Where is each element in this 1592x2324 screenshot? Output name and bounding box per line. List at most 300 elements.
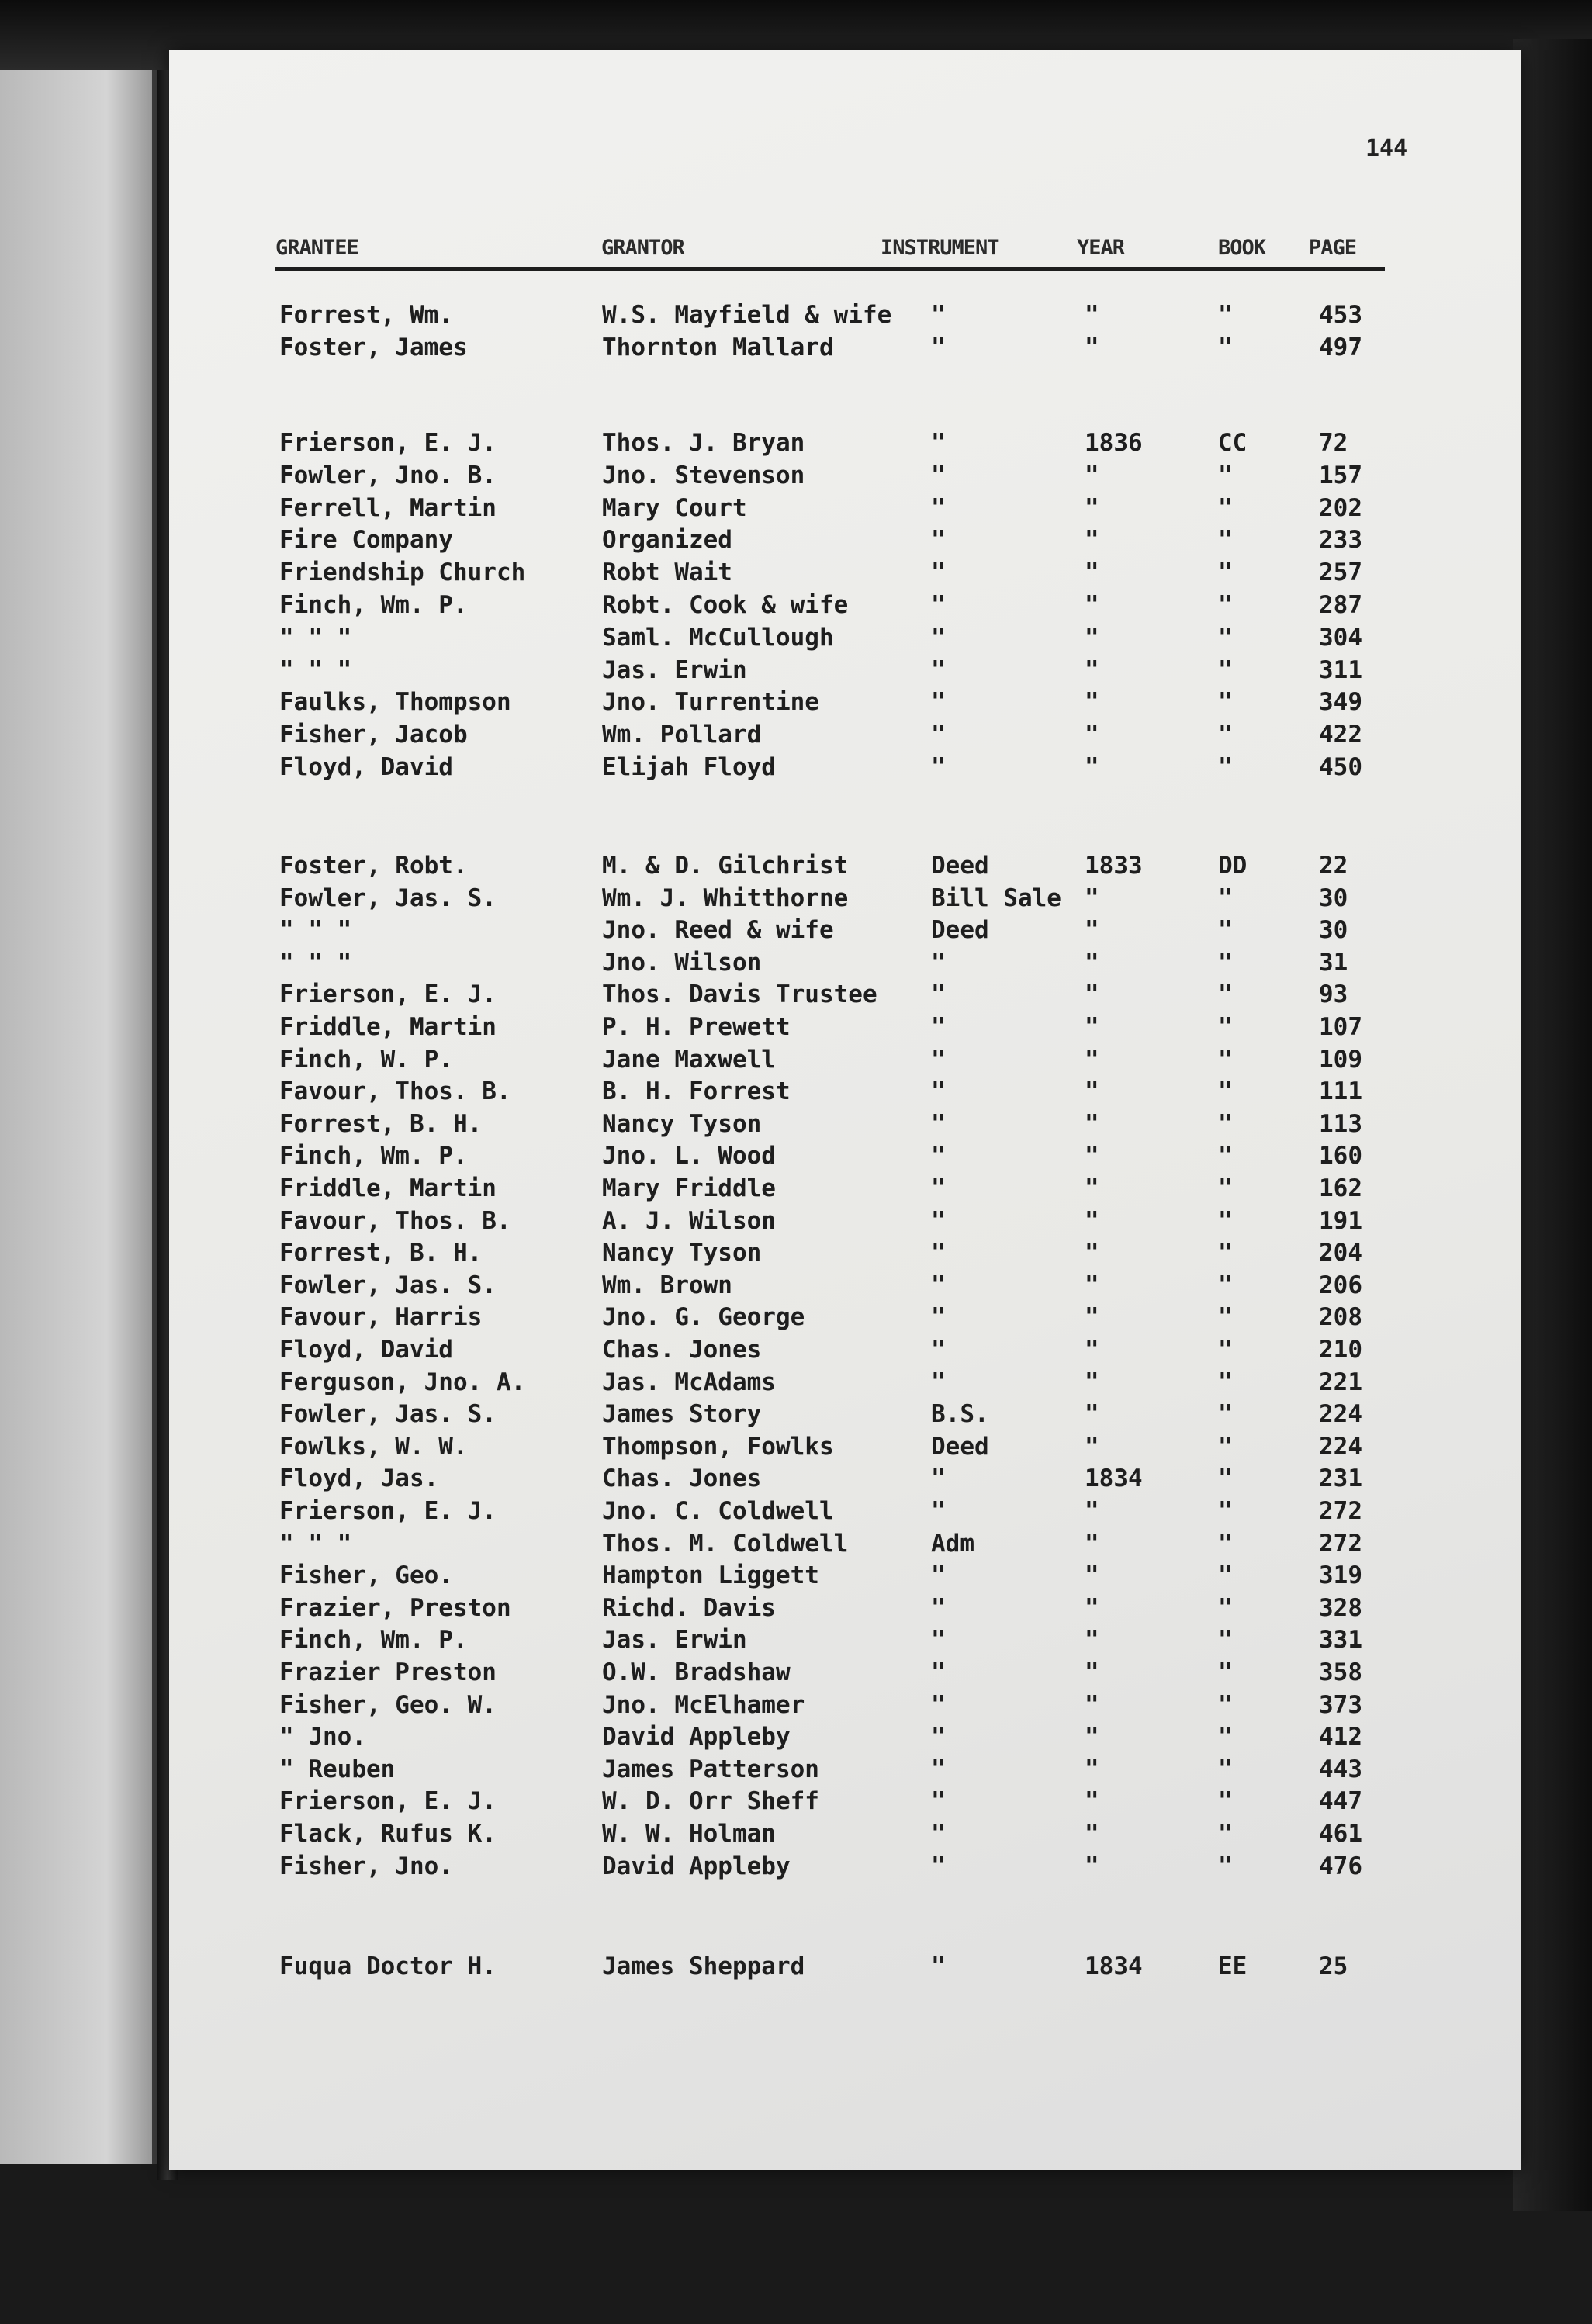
cell-page: 231 (1319, 1465, 1362, 1493)
cell-grantor: Jno. G. George (602, 1303, 805, 1332)
cell-grantor: Wm. J. Whitthorne (602, 884, 849, 912)
cell-book: " (1218, 1723, 1233, 1752)
cell-instrument: " (931, 1239, 946, 1267)
cell-instrument: " (931, 429, 946, 457)
cell-year: " (1085, 1497, 1099, 1525)
cell-year: 1834 (1085, 1465, 1143, 1493)
cell-grantor: Elijah Floyd (602, 753, 776, 781)
cell-book: " (1218, 1593, 1233, 1622)
table-row (0, 1336, 1592, 1368)
table-row (0, 334, 1592, 366)
cell-grantee: Fisher, Geo. W. (279, 1690, 497, 1719)
cell-book: " (1218, 753, 1233, 781)
cell-grantor: Nancy Tyson (602, 1239, 762, 1267)
cell-year: " (1085, 1593, 1099, 1622)
cell-year: " (1085, 1561, 1099, 1590)
cell-grantor: Richd. Davis (602, 1593, 776, 1622)
cell-grantor: A. J. Wilson (602, 1206, 776, 1235)
cell-instrument: Bill Sale (931, 884, 1061, 912)
cell-instrument: " (931, 301, 946, 329)
cell-grantor: Jas. Erwin (602, 655, 747, 684)
table-row (0, 559, 1592, 591)
table-row (0, 1110, 1592, 1143)
cell-grantor: Organized (602, 526, 732, 555)
table-row (0, 1465, 1592, 1497)
cell-instrument: " (931, 1465, 946, 1493)
table-row (0, 1658, 1592, 1691)
cell-instrument: " (931, 1045, 946, 1074)
cell-page: 157 (1319, 461, 1362, 489)
cell-instrument: " (931, 1303, 946, 1332)
cell-page: 206 (1319, 1271, 1362, 1299)
table-row (0, 1433, 1592, 1465)
table-row (0, 688, 1592, 721)
page-number: 144 (1365, 135, 1408, 162)
table-row (0, 1691, 1592, 1724)
cell-grantee: Fowler, Jas. S. (279, 884, 497, 912)
cell-grantee: " " " (279, 1529, 352, 1558)
cell-instrument: " (931, 1690, 946, 1719)
cell-instrument: " (931, 1626, 946, 1655)
cell-page: 319 (1319, 1561, 1362, 1590)
table-row (0, 301, 1592, 334)
table-row (0, 1787, 1592, 1820)
cell-grantee: Frierson, E. J. (279, 429, 497, 457)
cell-book: " (1218, 688, 1233, 717)
cell-grantor: W. W. Holman (602, 1820, 776, 1848)
cell-year: " (1085, 1723, 1099, 1752)
cell-page: 25 (1319, 1952, 1348, 1980)
table-row (0, 1368, 1592, 1401)
cell-grantor: David Appleby (602, 1723, 791, 1752)
cell-year: " (1085, 493, 1099, 522)
cell-grantee: Forrest, Wm. (279, 301, 453, 329)
cell-book: " (1218, 1497, 1233, 1525)
cell-instrument: " (931, 1787, 946, 1816)
table-row (0, 1852, 1592, 1885)
cell-grantee: Fisher, Geo. (279, 1561, 453, 1590)
table-row (0, 884, 1592, 917)
cell-page: 272 (1319, 1529, 1362, 1558)
cell-instrument: " (931, 721, 946, 749)
cell-year: " (1085, 1239, 1099, 1267)
cell-page: 272 (1319, 1497, 1362, 1525)
cell-grantor: W.S. Mayfield & wife (602, 301, 892, 329)
cell-page: 109 (1319, 1045, 1362, 1074)
cell-instrument: " (931, 1077, 946, 1106)
cell-grantee: " " " (279, 916, 352, 945)
table-row (0, 1077, 1592, 1110)
cell-grantor: Chas. Jones (602, 1336, 762, 1364)
cell-grantor: Jno. Stevenson (602, 461, 805, 489)
cell-book: " (1218, 721, 1233, 749)
table-row (0, 526, 1592, 559)
cell-instrument: " (931, 1497, 946, 1525)
cell-book: " (1218, 916, 1233, 945)
cell-page: 373 (1319, 1690, 1362, 1719)
cell-page: 287 (1319, 591, 1362, 619)
cell-year: " (1085, 1755, 1099, 1783)
header-instrument: INSTRUMENT (881, 236, 999, 260)
cell-instrument: " (931, 1723, 946, 1752)
cell-grantee: Finch, Wm. P. (279, 1142, 468, 1171)
cell-grantor: Thornton Mallard (602, 334, 834, 361)
cell-page: 221 (1319, 1368, 1362, 1396)
cell-instrument: B.S. (931, 1400, 989, 1429)
cell-grantee: Fisher, Jno. (279, 1852, 453, 1880)
cell-instrument: " (931, 1174, 946, 1202)
cell-year: " (1085, 1368, 1099, 1396)
cell-year: " (1085, 980, 1099, 1009)
cell-book: " (1218, 623, 1233, 652)
cell-page: 107 (1319, 1013, 1362, 1041)
cell-book: " (1218, 1465, 1233, 1493)
cell-year: " (1085, 1045, 1099, 1074)
cell-grantee: Ferguson, Jno. A. (279, 1368, 526, 1396)
cell-year: " (1085, 655, 1099, 684)
table-row (0, 1755, 1592, 1788)
table-row (0, 980, 1592, 1013)
cell-instrument: " (931, 526, 946, 555)
cell-instrument: " (931, 1755, 946, 1783)
cell-grantor: Thompson, Fowlks (602, 1432, 834, 1461)
header-year: YEAR (1077, 236, 1125, 260)
cell-page: 476 (1319, 1852, 1362, 1880)
cell-year: " (1085, 948, 1099, 977)
cell-instrument: " (931, 1142, 946, 1171)
cell-instrument: " (931, 1368, 946, 1396)
cell-year: " (1085, 1529, 1099, 1558)
cell-grantee: Frazier Preston (279, 1658, 497, 1686)
cell-book: " (1218, 1013, 1233, 1041)
cell-grantee: Flack, Rufus K. (279, 1820, 497, 1848)
cell-grantee: Fowler, Jas. S. (279, 1271, 497, 1299)
cell-year: " (1085, 1658, 1099, 1686)
cell-instrument: " (931, 334, 946, 361)
cell-year: " (1085, 1206, 1099, 1235)
cell-page: 31 (1319, 948, 1348, 977)
table-row (0, 1723, 1592, 1755)
cell-book: " (1218, 1658, 1233, 1686)
cell-grantor: Jno. C. Coldwell (602, 1497, 834, 1525)
cell-grantor: M. & D. Gilchrist (602, 852, 849, 880)
cell-grantor: Jane Maxwell (602, 1045, 776, 1074)
cell-year: " (1085, 916, 1099, 945)
cell-instrument: " (931, 1206, 946, 1235)
cell-page: 22 (1319, 852, 1348, 880)
cell-page: 453 (1319, 301, 1362, 329)
cell-instrument: " (931, 948, 946, 977)
cell-year: " (1085, 559, 1099, 587)
cell-page: 72 (1319, 429, 1348, 457)
table-row (0, 1594, 1592, 1627)
cell-year: " (1085, 884, 1099, 912)
header-page: PAGE (1309, 236, 1357, 260)
table-row (0, 1046, 1592, 1078)
cell-page: 412 (1319, 1723, 1362, 1752)
cell-instrument: " (931, 493, 946, 522)
cell-grantor: Wm. Brown (602, 1271, 732, 1299)
cell-year: " (1085, 753, 1099, 781)
cell-year: " (1085, 1013, 1099, 1041)
cell-book: " (1218, 1045, 1233, 1074)
cell-book: " (1218, 1690, 1233, 1719)
cell-grantee: Fisher, Jacob (279, 721, 468, 749)
cell-grantee: Foster, James (279, 334, 468, 361)
cell-grantor: Mary Court (602, 493, 747, 522)
cell-grantee: Friendship Church (279, 559, 526, 587)
cell-instrument: " (931, 753, 946, 781)
cell-book: " (1218, 1626, 1233, 1655)
cell-book: " (1218, 1529, 1233, 1558)
cell-grantor: Hampton Liggett (602, 1561, 819, 1590)
cell-grantee: Favour, Thos. B. (279, 1206, 511, 1235)
cell-book: " (1218, 1820, 1233, 1848)
cell-grantee: Forrest, B. H. (279, 1239, 483, 1267)
cell-book: " (1218, 1852, 1233, 1880)
cell-grantee: Frazier, Preston (279, 1593, 511, 1622)
cell-book: " (1218, 1271, 1233, 1299)
cell-book: " (1218, 1142, 1233, 1171)
cell-grantee: " " " (279, 655, 352, 684)
header-grantee: GRANTEE (275, 236, 358, 260)
cell-book: " (1218, 1561, 1233, 1590)
cell-year: " (1085, 1787, 1099, 1816)
cell-instrument: " (931, 591, 946, 619)
cell-book: " (1218, 884, 1233, 912)
cell-book: " (1218, 591, 1233, 619)
table-row (0, 1497, 1592, 1530)
cell-grantee: Favour, Harris (279, 1303, 483, 1332)
cell-page: 233 (1319, 526, 1362, 555)
cell-year: " (1085, 721, 1099, 749)
cell-page: 208 (1319, 1303, 1362, 1332)
cell-instrument: " (931, 1658, 946, 1686)
cell-year: 1834 (1085, 1952, 1143, 1980)
cell-year: " (1085, 1109, 1099, 1138)
cell-year: " (1085, 1336, 1099, 1364)
cell-grantee: Finch, W. P. (279, 1045, 453, 1074)
cell-instrument: " (931, 1952, 946, 1980)
cell-grantee: Forrest, B. H. (279, 1109, 483, 1138)
cell-grantee: Frierson, E. J. (279, 1497, 497, 1525)
cell-grantor: Thos. M. Coldwell (602, 1529, 849, 1558)
cell-grantee: Fuqua Doctor H. (279, 1952, 497, 1980)
table-row (0, 852, 1592, 884)
cell-year: " (1085, 1626, 1099, 1655)
cell-page: 443 (1319, 1755, 1362, 1783)
cell-page: 93 (1319, 980, 1348, 1009)
table-row (0, 624, 1592, 656)
table-row (0, 1303, 1592, 1336)
cell-grantor: David Appleby (602, 1852, 791, 1880)
cell-page: 204 (1319, 1239, 1362, 1267)
cell-grantee: Frierson, E. J. (279, 1787, 497, 1816)
cell-grantor: B. H. Forrest (602, 1077, 791, 1106)
cell-page: 311 (1319, 655, 1362, 684)
table-row (0, 1271, 1592, 1304)
cell-instrument: " (931, 655, 946, 684)
cell-grantee: " " " (279, 948, 352, 977)
cell-grantor: Chas. Jones (602, 1465, 762, 1493)
cell-page: 358 (1319, 1658, 1362, 1686)
cell-year: " (1085, 1820, 1099, 1848)
cell-book: " (1218, 1206, 1233, 1235)
cell-instrument: " (931, 1336, 946, 1364)
cell-grantor: James Story (602, 1400, 762, 1429)
cell-instrument: " (931, 1593, 946, 1622)
cell-year: " (1085, 688, 1099, 717)
cell-instrument: " (931, 980, 946, 1009)
cell-page: 331 (1319, 1626, 1362, 1655)
cell-grantor: Mary Friddle (602, 1174, 776, 1202)
table-row (0, 1820, 1592, 1852)
cell-page: 30 (1319, 916, 1348, 945)
cell-instrument: " (931, 1271, 946, 1299)
cell-grantor: Wm. Pollard (602, 721, 762, 749)
cell-year: " (1085, 1400, 1099, 1429)
cell-year: " (1085, 1174, 1099, 1202)
cell-book: " (1218, 1787, 1233, 1816)
cell-grantee: Fowlks, W. W. (279, 1432, 468, 1461)
table-row (0, 1142, 1592, 1174)
cell-book: CC (1218, 429, 1248, 457)
cell-instrument: " (931, 1852, 946, 1880)
table-row (0, 916, 1592, 949)
cell-grantee: Friddle, Martin (279, 1013, 497, 1041)
table-row (0, 1174, 1592, 1207)
cell-page: 111 (1319, 1077, 1362, 1106)
table-header (275, 233, 1385, 271)
cell-page: 191 (1319, 1206, 1362, 1235)
table-row (0, 1013, 1592, 1046)
table-row (0, 1239, 1592, 1271)
cell-book: " (1218, 493, 1233, 522)
header-grantor: GRANTOR (601, 236, 684, 260)
cell-year: 1836 (1085, 429, 1143, 457)
cell-book: " (1218, 461, 1233, 489)
cell-grantee: Floyd, David (279, 753, 453, 781)
table-row (0, 429, 1592, 462)
cell-grantee: Fire Company (279, 526, 453, 555)
cell-page: 224 (1319, 1432, 1362, 1461)
cell-page: 497 (1319, 334, 1362, 361)
cell-year: " (1085, 623, 1099, 652)
cell-grantee: Finch, Wm. P. (279, 1626, 468, 1655)
cell-grantee: Floyd, David (279, 1336, 453, 1364)
cell-grantee: Foster, Robt. (279, 852, 468, 880)
table-row (0, 1952, 1592, 1985)
cell-grantor: Thos. J. Bryan (602, 429, 805, 457)
cell-instrument: " (931, 1820, 946, 1848)
cell-grantor: W. D. Orr Sheff (602, 1787, 819, 1816)
cell-page: 461 (1319, 1820, 1362, 1848)
table-row (0, 1207, 1592, 1240)
cell-grantee: " Jno. (279, 1723, 366, 1752)
cell-year: " (1085, 334, 1099, 361)
cell-year: " (1085, 461, 1099, 489)
cell-grantor: Jno. Turrentine (602, 688, 819, 717)
cell-year: " (1085, 1271, 1099, 1299)
table-row (0, 1561, 1592, 1594)
cell-year: " (1085, 591, 1099, 619)
cell-instrument: " (931, 1561, 946, 1590)
cell-grantee: Frierson, E. J. (279, 980, 497, 1009)
table-row (0, 1530, 1592, 1562)
cell-year: " (1085, 301, 1099, 329)
cell-grantor: Saml. McCullough (602, 623, 834, 652)
cell-grantor: Nancy Tyson (602, 1109, 762, 1138)
cell-book: " (1218, 1400, 1233, 1429)
header-book: BOOK (1218, 236, 1266, 260)
table-row (0, 494, 1592, 527)
table-row (0, 1400, 1592, 1433)
cell-instrument: " (931, 559, 946, 587)
cell-year: " (1085, 1077, 1099, 1106)
cell-year: 1833 (1085, 852, 1143, 880)
cell-page: 304 (1319, 623, 1362, 652)
table-row (0, 1626, 1592, 1658)
cell-book: " (1218, 1336, 1233, 1364)
cell-page: 162 (1319, 1174, 1362, 1202)
table-row (0, 721, 1592, 753)
cell-book: " (1218, 1174, 1233, 1202)
cell-page: 257 (1319, 559, 1362, 587)
cell-book: DD (1218, 852, 1248, 880)
cell-grantor: Robt. Cook & wife (602, 591, 849, 619)
cell-page: 224 (1319, 1400, 1362, 1429)
cell-instrument: Adm (931, 1529, 974, 1558)
cell-grantor: Jno. McElhamer (602, 1690, 805, 1719)
edge-mark (2, 256, 40, 273)
cell-instrument: " (931, 623, 946, 652)
cell-grantee: Favour, Thos. B. (279, 1077, 511, 1106)
cell-grantor: Jno. L. Wood (602, 1142, 776, 1171)
cell-year: " (1085, 1852, 1099, 1880)
cell-grantor: Jas. Erwin (602, 1626, 747, 1655)
cell-instrument: " (931, 1109, 946, 1138)
cell-page: 450 (1319, 753, 1362, 781)
cell-year: " (1085, 526, 1099, 555)
cell-grantee: Finch, Wm. P. (279, 591, 468, 619)
cell-book: " (1218, 948, 1233, 977)
cell-grantor: Robt Wait (602, 559, 732, 587)
cell-page: 160 (1319, 1142, 1362, 1171)
cell-book: " (1218, 1303, 1233, 1332)
cell-instrument: " (931, 1013, 946, 1041)
table-row (0, 591, 1592, 624)
cell-year: " (1085, 1432, 1099, 1461)
cell-year: " (1085, 1303, 1099, 1332)
cell-grantee: Floyd, Jas. (279, 1465, 439, 1493)
cell-book: " (1218, 1077, 1233, 1106)
cell-grantor: Thos. Davis Trustee (602, 980, 877, 1009)
cell-grantee: Fowler, Jno. B. (279, 461, 497, 489)
cell-instrument: " (931, 461, 946, 489)
cell-book: " (1218, 559, 1233, 587)
cell-book: " (1218, 1432, 1233, 1461)
table-row (0, 462, 1592, 494)
cell-book: " (1218, 980, 1233, 1009)
cell-grantor: Jno. Wilson (602, 948, 762, 977)
cell-book: " (1218, 334, 1233, 361)
cell-grantee: Fowler, Jas. S. (279, 1400, 497, 1429)
cell-grantee: Ferrell, Martin (279, 493, 497, 522)
cell-grantor: James Sheppard (602, 1952, 805, 1980)
cell-book: " (1218, 526, 1233, 555)
cell-page: 447 (1319, 1787, 1362, 1816)
cell-grantor: P. H. Prewett (602, 1013, 791, 1041)
